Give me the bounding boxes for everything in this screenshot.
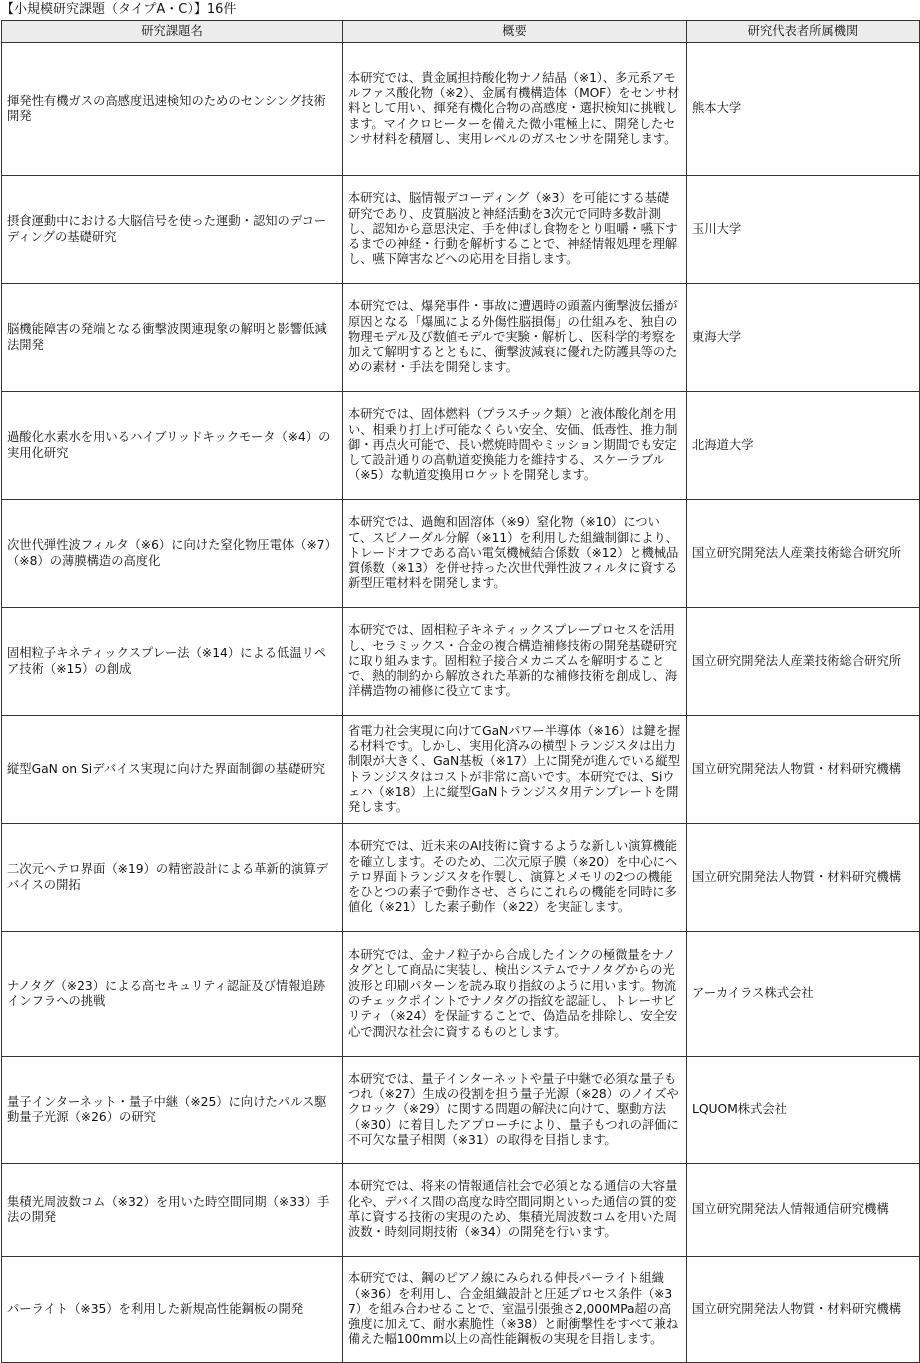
table-row: [2, 1057, 920, 1164]
research-summary: 本研究は、脳情報デコーディング（※3）を可能にする基礎研究であり、皮質脳波と神経活動を3次元で同時多数計測し、認知から意思決定、手を伸ばし食物をとり咀嚼・嚥下するまでの神経・行動を解析することで、神経情報処理を理解し、嚥下障害などへの応用を目指します。: [343, 176, 687, 284]
research-title: 縦型GaN on Siデバイス実現に向けた界面制御の基礎研究: [2, 716, 343, 824]
research-summary: 本研究では、量子インターネットや量子中継で必須な量子もつれ（※27）生成の役割を担う量子光源（※28）のノイズやクロック（※29）に関する問題の解決に向けて、駆動方法（※30）に着目したアプローチにより、量子もつれの評価に不可欠な量子相関（※31）の取得を目指します。: [343, 1057, 687, 1164]
research-title: 二次元ヘテロ界面（※19）の精密設計による革新的演算デバイスの開拓: [2, 824, 343, 932]
table-row: [2, 392, 920, 500]
research-table: [1, 20, 920, 1363]
research-institution: 熊本大学: [687, 43, 920, 176]
table-row: [2, 500, 920, 608]
table-header-row: [2, 21, 920, 43]
research-institution: 国立研究開発法人産業技術総合研究所: [687, 500, 920, 608]
research-title: パーライト（※35）を利用した新規高性能鋼板の開発: [2, 1257, 343, 1363]
research-institution: 北海道大学: [687, 392, 920, 500]
research-institution: アーカイラス株式会社: [687, 932, 920, 1057]
research-title: 量子インターネット・量子中継（※25）に向けたパルス駆動量子光源（※26）の研究: [2, 1057, 343, 1164]
research-summary: 本研究では、金ナノ粒子から合成したインクの極微量をナノタグとして商品に実装し、検出システムでナノタグからの光波形と印刷パターンを読み取り指紋のように用います。物流のチェックポイントでナノタグの指紋を認証し、トレーサビリティ（※24）を保証することで、偽造品を排除し、安全安心で潤沢な社会に資するものとします。: [343, 932, 687, 1057]
research-title: 揮発性有機ガスの高感度迅速検知のためのセンシング技術開発: [2, 43, 343, 176]
research-summary: 本研究では、固相粒子キネティックスプレープロセスを活用し、セラミックス・合金の複合構造補修技術の開発基礎研究に取り組みます。固相粒子接合メカニズムを解明することで、熱的制約から解放された革新的な補修技術を創成し、海洋構造物の補修に役立てます。: [343, 608, 687, 716]
research-institution: 国立研究開発法人物質・材料研究機構: [687, 1257, 920, 1363]
research-summary: 本研究では、鋼のピアノ線にみられる伸長パーライト組織（※36）を利用し、合金組織設計と圧延プロセス条件（※37）を組み合わせることで、室温引張強さ2,000MPa超の高強度に加えて、耐水素脆性（※38）と耐衝撃性をすべて兼ね備えた幅100mm以上の高性能鋼板の実現を目指します。: [343, 1257, 687, 1363]
research-institution: 国立研究開発法人情報通信研究機構: [687, 1164, 920, 1257]
research-institution: 国立研究開発法人物質・材料研究機構: [687, 716, 920, 824]
research-summary: 本研究では、爆発事件・事故に遭遇時の頭蓋内衝撃波伝播が原因となる「爆風による外傷性脳損傷」の仕組みを、独自の物理モデル及び数値モデルで実験・解析し、医科学的考察を加えて解明するとともに、衝撃波減衰に優れた防護具等のための素材・手法を開発します。: [343, 284, 687, 392]
research-title: 過酸化水素水を用いるハイブリッドキックモータ（※4）の実用化研究: [2, 392, 343, 500]
table-row: [2, 824, 920, 932]
table-caption: 【小規模研究課題（タイプA・C）】16件: [1, 2, 237, 17]
research-institution: 国立研究開発法人物質・材料研究機構: [687, 824, 920, 932]
table-row: [2, 716, 920, 824]
research-institution: 東海大学: [687, 284, 920, 392]
research-title: 摂食運動中における大脳信号を使った運動・認知のデコーディングの基礎研究: [2, 176, 343, 284]
table-row: [2, 284, 920, 392]
header-summary: 概要: [343, 21, 687, 43]
research-title: 集積光周波数コム（※32）を用いた時空間同期（※33）手法の開発: [2, 1164, 343, 1257]
research-title: 脳機能障害の発端となる衝撃波関連現象の解明と影響低減法開発: [2, 284, 343, 392]
research-summary: 本研究では、近未来のAI技術に資するような新しい演算機能を確立します。そのため、二次元原子膜（※20）を中心にヘテロ界面トランジスタを作製し、演算とメモリの2つの機能をひとつの素子で動作させ、さらにこれらの機能を同時に多値化（※21）した素子動作（※22）を実証します。: [343, 824, 687, 932]
research-institution: LQUOM株式会社: [687, 1057, 920, 1164]
research-summary: 本研究では、固体燃料（プラスチック類）と液体酸化剤を用い、相乗り打上げ可能なくらい安全、安価、低毒性、推力制御・再点火可能で、長い燃焼時間やミッション期間でも安定して設計通りの高軌道変換能力を維持する、スケーラブル（※5）な軌道変換用ロケットを開発します。: [343, 392, 687, 500]
research-title: 次世代弾性波フィルタ（※6）に向けた窒化物圧電体（※7）（※8）の薄膜構造の高度化: [2, 500, 343, 608]
research-institution: 玉川大学: [687, 176, 920, 284]
research-summary: 本研究では、将来の情報通信社会で必須となる通信の大容量化や、デバイス間の高度な時空間同期といった通信の質的変革に資する技術の実現のため、集積光周波数コムを用いた周波数・時刻同期技術（※34）の開発を行います。: [343, 1164, 687, 1257]
research-title: 固相粒子キネティックスプレー法（※14）による低温リペア技術（※15）の創成: [2, 608, 343, 716]
header-institution: 研究代表者所属機関: [687, 21, 920, 43]
table-row: [2, 608, 920, 716]
table-row: [2, 932, 920, 1057]
research-summary: 本研究では、過飽和固溶体（※9）窒化物（※10）について、スピノーダル分解（※11）を利用した組織制御により、トレードオフである高い電気機械結合係数（※12）と機械品質係数（※13）を併せ持った次世代弾性波フィルタに資する新型圧電材料を開発します。: [343, 500, 687, 608]
research-institution: 国立研究開発法人産業技術総合研究所: [687, 608, 920, 716]
research-summary: 省電力社会実現に向けてGaNパワー半導体（※16）は鍵を握る材料です。しかし、実用化済みの横型トランジスタは出力制限が大きく、GaN基板（※17）上に開発が進んでいる縦型トランジスタはコストが非常に高いです。本研究では、Siウェハ（※18）上に縦型GaNトランジスタ用テンプレートを開発します。: [343, 716, 687, 824]
research-summary: 本研究では、貴金属担持酸化物ナノ結晶（※1）、多元系アモルファス酸化物（※2）、金属有機構造体（MOF）をセンサ材料として用い、揮発有機化合物の高感度・選択検知に挑戦します。マイクロヒーターを備えた微小電極上に、開発したセンサ材料を積層し、実用レベルのガスセンサを開発します。: [343, 43, 687, 176]
table-row: [2, 1164, 920, 1257]
research-title: ナノタグ（※23）による高セキュリティ認証及び情報追跡インフラへの挑戦: [2, 932, 343, 1057]
table-row: [2, 43, 920, 176]
header-title: 研究課題名: [2, 21, 343, 43]
table-row: [2, 176, 920, 284]
